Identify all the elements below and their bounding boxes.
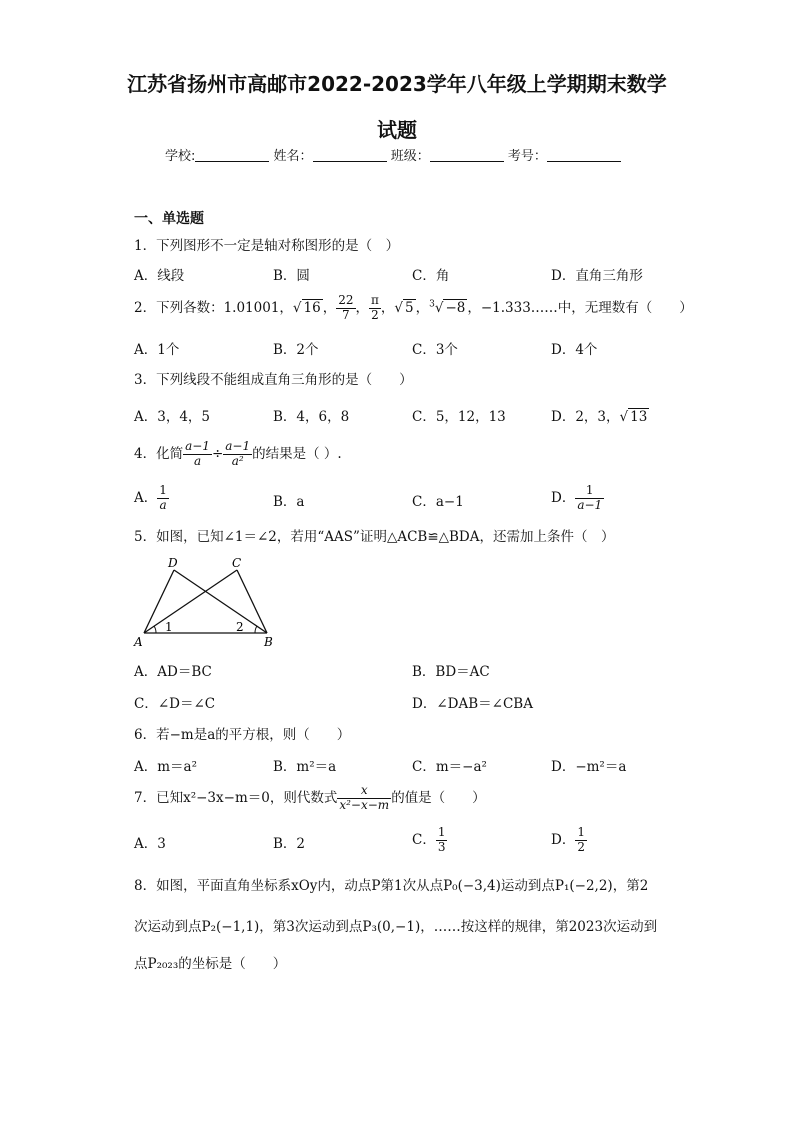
q2-frac-pi-2: $\frac{\pi}{2}$ [371,293,379,322]
q4-option-c[interactable]: C．a−1 [412,494,464,510]
q4-frac-1: $\frac{a-1}{a}$ [185,439,210,468]
q5-option-b[interactable]: B．BD＝AC [412,664,490,680]
question-8-line-1: 8．如图，平面直角坐标系xOy内，动点P第1次从点P₀(−3,4)运动到点P₁(−2,2)，第2 [134,878,649,894]
q2-sqrt5: 5 [405,299,414,316]
question-1: 1．下列图形不一定是轴对称图形的是（ ） [134,238,400,254]
title-line-1: 江苏省扬州市高邮市2022-2023学年八年级上学期期末数学 [127,72,667,96]
q7-option-a[interactable]: A．3 [134,836,166,852]
q2-sqrt16: 16 [303,299,321,316]
q7-option-b[interactable]: B．2 [273,836,306,852]
q2-option-c[interactable]: C．3个 [412,342,458,358]
number-blank[interactable] [547,149,621,162]
number-label: 考号： [507,149,547,164]
question-2: 2．下列各数：1.01001，√ 16 ， $\frac{22}{7}$ ， $\frac{\pi}{2}$ ，√ 5 ，$^3$√ −8 ，−1.333……中，无理数有（ ） [134,293,693,322]
label-angle-1: 1 [165,620,173,634]
q4-frac-2: $\frac{a-1}{\text{a²}}$ [225,439,251,468]
class-label: 班级： [390,149,430,164]
q5-triangle-figure [132,556,282,651]
q7-option-d[interactable]: D． $\frac{1}{2}$ [551,825,585,854]
question-4: 4．化简 $\frac{a-1}{a}$ ÷ $\frac{a-1}{\text{a²}}$ 的结果是（ ）. [134,439,342,468]
q6-option-d[interactable]: D．−m²＝a [551,759,627,775]
question-8-line-2: 次运动到点P₂(−1,1)，第3次运动到点P₃(0,−1)，……按这样的规律，第2023次运动到 [134,919,658,935]
q5-option-a[interactable]: A．AD＝BC [134,664,212,680]
q2-prefix: 2．下列各数：1.01001， [134,299,293,316]
label-C: C [232,556,242,570]
section-heading: 一、单选题 [134,211,204,227]
question-6: 6．若−m是a的平方根，则（ ） [134,727,351,743]
q3-option-b[interactable]: B．4，6，8 [273,409,350,425]
q5-option-c[interactable]: C．∠D＝∠C [134,696,216,712]
q6-option-a[interactable]: A．m＝a² [134,759,198,775]
school-label: 学校: [165,149,196,164]
q2-option-d[interactable]: D．4个 [551,342,598,358]
label-D: D [168,556,178,570]
question-8-line-3: 点P₂₀₂₃的坐标是（ ） [134,956,287,972]
label-angle-2: 2 [236,620,244,634]
q4-option-b[interactable]: B．a [273,494,305,510]
title-line-2: 试题 [377,118,417,142]
q2-option-b[interactable]: B．2个 [273,342,319,358]
q4-option-a[interactable]: A． $\frac{1}{a}$ [134,483,167,512]
q2-cuberoot: −8 [445,299,466,316]
question-7: 7．已知x²−3x−m＝0，则代数式 $\frac{x}{\text{x²−x−m}}$ 的值是（ ） [134,783,486,812]
q1-option-a[interactable]: A．线段 [134,268,185,284]
q6-option-b[interactable]: B．m²＝a [273,759,337,775]
student-info [165,145,621,164]
q1-option-c[interactable]: C．角 [412,268,450,284]
question-5: 5．如图，已知∠1＝∠2，若用“AAS”证明△ACB≌△BDA，还需加上条件（ ） [134,529,615,545]
q2-frac-22-7: $\frac{22}{7}$ [338,293,354,322]
label-B: B [264,635,273,649]
q7-frac: $\frac{x}{\text{x²−x−m}}$ [339,783,390,812]
q6-option-c[interactable]: C．m＝−a² [412,759,487,775]
q2-suffix: ，−1.333……中，无理数有（ ） [467,299,693,316]
label-A: A [134,635,143,649]
q3-option-d[interactable]: D．2，3，√ 13 [551,409,648,425]
class-blank[interactable] [430,149,504,162]
q3-option-c[interactable]: C．5，12，13 [412,409,506,425]
question-3: 3．下列线段不能组成直角三角形的是（ ） [134,372,413,388]
name-label: 姓名： [273,149,313,164]
name-blank[interactable] [313,149,387,162]
q3-option-a[interactable]: A．3，4，5 [134,409,211,425]
q7-option-c[interactable]: C． $\frac{1}{3}$ [412,825,446,854]
q1-option-d[interactable]: D．直角三角形 [551,268,643,284]
q1-option-b[interactable]: B．圆 [273,268,310,284]
q5-option-d[interactable]: D．∠DAB＝∠CBA [412,696,533,712]
q2-option-a[interactable]: A．1个 [134,342,180,358]
school-blank[interactable] [195,149,269,162]
q4-option-d[interactable]: D． $\frac{1}{a-1}$ [551,483,603,512]
